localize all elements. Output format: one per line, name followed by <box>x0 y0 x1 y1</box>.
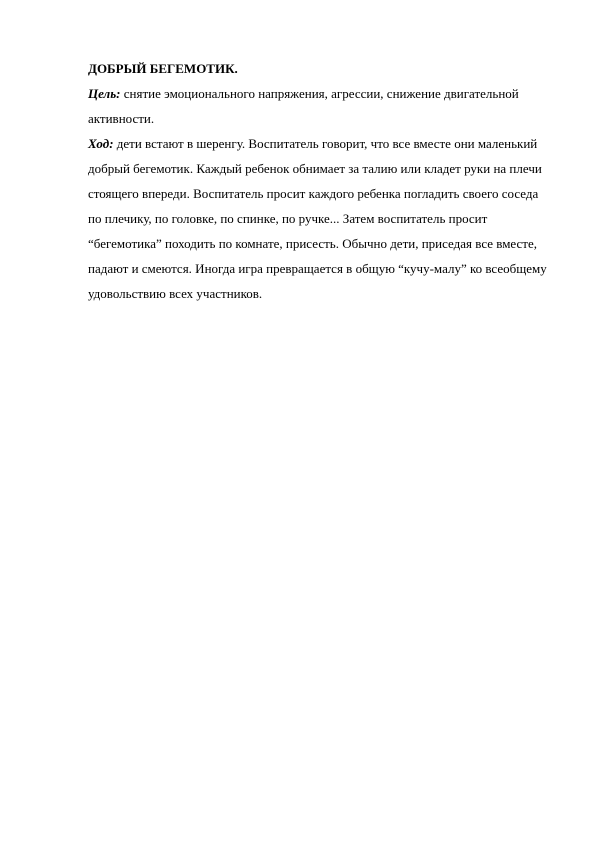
goal-text: снятие эмоционального напряжения, агрессии, снижение двигательной активности. <box>88 86 519 126</box>
goal-label: Цель: <box>88 86 121 101</box>
document-body <box>88 56 548 306</box>
procedure-text: дети встают в шеренгу. Воспитатель говорит, что все вместе они маленький добрый бегемотик. Каждый ребенок обнимает за талию или кладет руки на плечи стоящего впереди. Воспитатель просит каждого ребенка погладить своего соседа по плечику, по головке, по спинке, по ручке... Затем воспитатель просит “бегемотика” походить по комнате, присесть. Обычно дети, приседая все вместе, падают и смеются. Иногда игра превращается в общую “кучу-малу” ко всеобщему удовольствию всех участников. <box>88 136 547 301</box>
procedure-paragraph <box>88 131 548 306</box>
goal-paragraph <box>88 81 548 131</box>
procedure-label: Ход: <box>88 136 114 151</box>
document-title: ДОБРЫЙ БЕГЕМОТИК. <box>88 61 238 76</box>
